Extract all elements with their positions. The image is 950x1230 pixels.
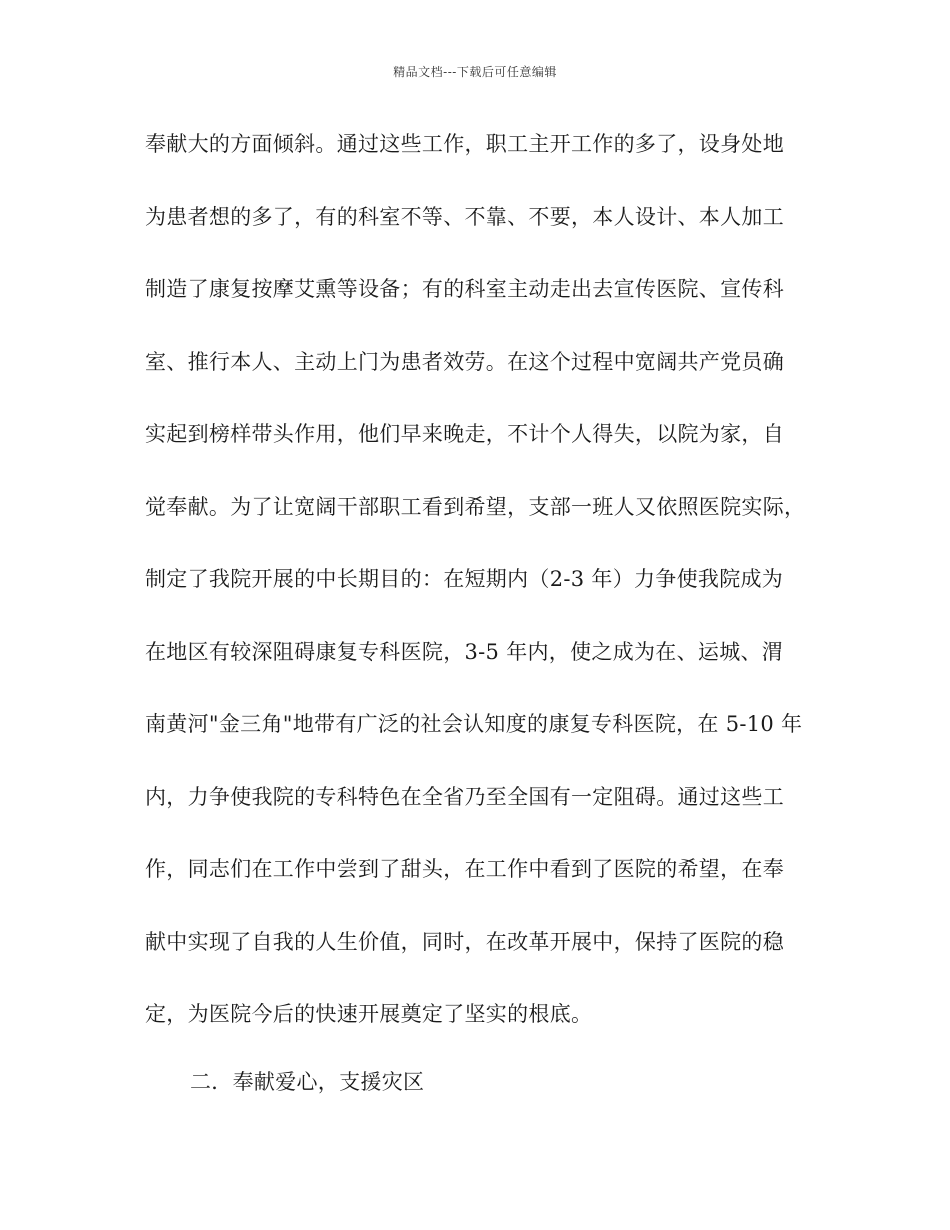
page-header: 精品文档---下载后可任意编辑 bbox=[393, 65, 557, 79]
paragraph-line: 内，力争使我院的专科特色在全省乃至全国有一定阻碍。通过这些工 bbox=[145, 784, 784, 809]
section-heading: 二．奉献爱心，支援灾区 bbox=[190, 1070, 425, 1094]
paragraph-line: 制造了康复按摩艾熏等设备；有的科室主动走出去宣传医院、宣传科 bbox=[145, 277, 784, 301]
paragraph-line: 作，同志们在工作中尝到了甜头，在工作中看到了医院的希望，在奉 bbox=[145, 857, 784, 881]
paragraph-line: 觉奉献。为了让宽阔干部职工看到希望，支部一班人又依照医院实际， bbox=[145, 494, 806, 519]
paragraph-line: 南黄河"金三角"地带有广泛的社会认知度的康复专科医院，在 5-10 年 bbox=[145, 712, 803, 736]
paragraph-line: 奉献大的方面倾斜。通过这些工作，职工主开工作的多了，设身处地 bbox=[145, 132, 784, 156]
paragraph-line: 为患者想的多了，有的科室不等、不靠、不要，本人设计、本人加工 bbox=[145, 204, 784, 229]
paragraph-line: 在地区有较深阻碍康复专科医院，3-5 年内，使之成为在、运城、渭 bbox=[145, 639, 784, 664]
paragraph-line: 实起到榜样带头作用，他们早来晚走，不计个人得失，以院为家，自 bbox=[145, 422, 784, 446]
paragraph-line: 制定了我院开展的中长期目的：在短期内（2-3 年）力争使我院成为 bbox=[145, 567, 784, 591]
body-paragraph bbox=[145, 124, 815, 1067]
paragraph-line: 定，为医院今后的快速开展奠定了坚实的根底。 bbox=[145, 1002, 593, 1026]
paragraph-line: 室、推行本人、主动上门为患者效劳。在这个过程中宽阔共产党员确 bbox=[145, 349, 784, 374]
paragraph-line: 献中实现了自我的人生价值，同时，在改革开展中，保持了医院的稳 bbox=[145, 929, 784, 954]
